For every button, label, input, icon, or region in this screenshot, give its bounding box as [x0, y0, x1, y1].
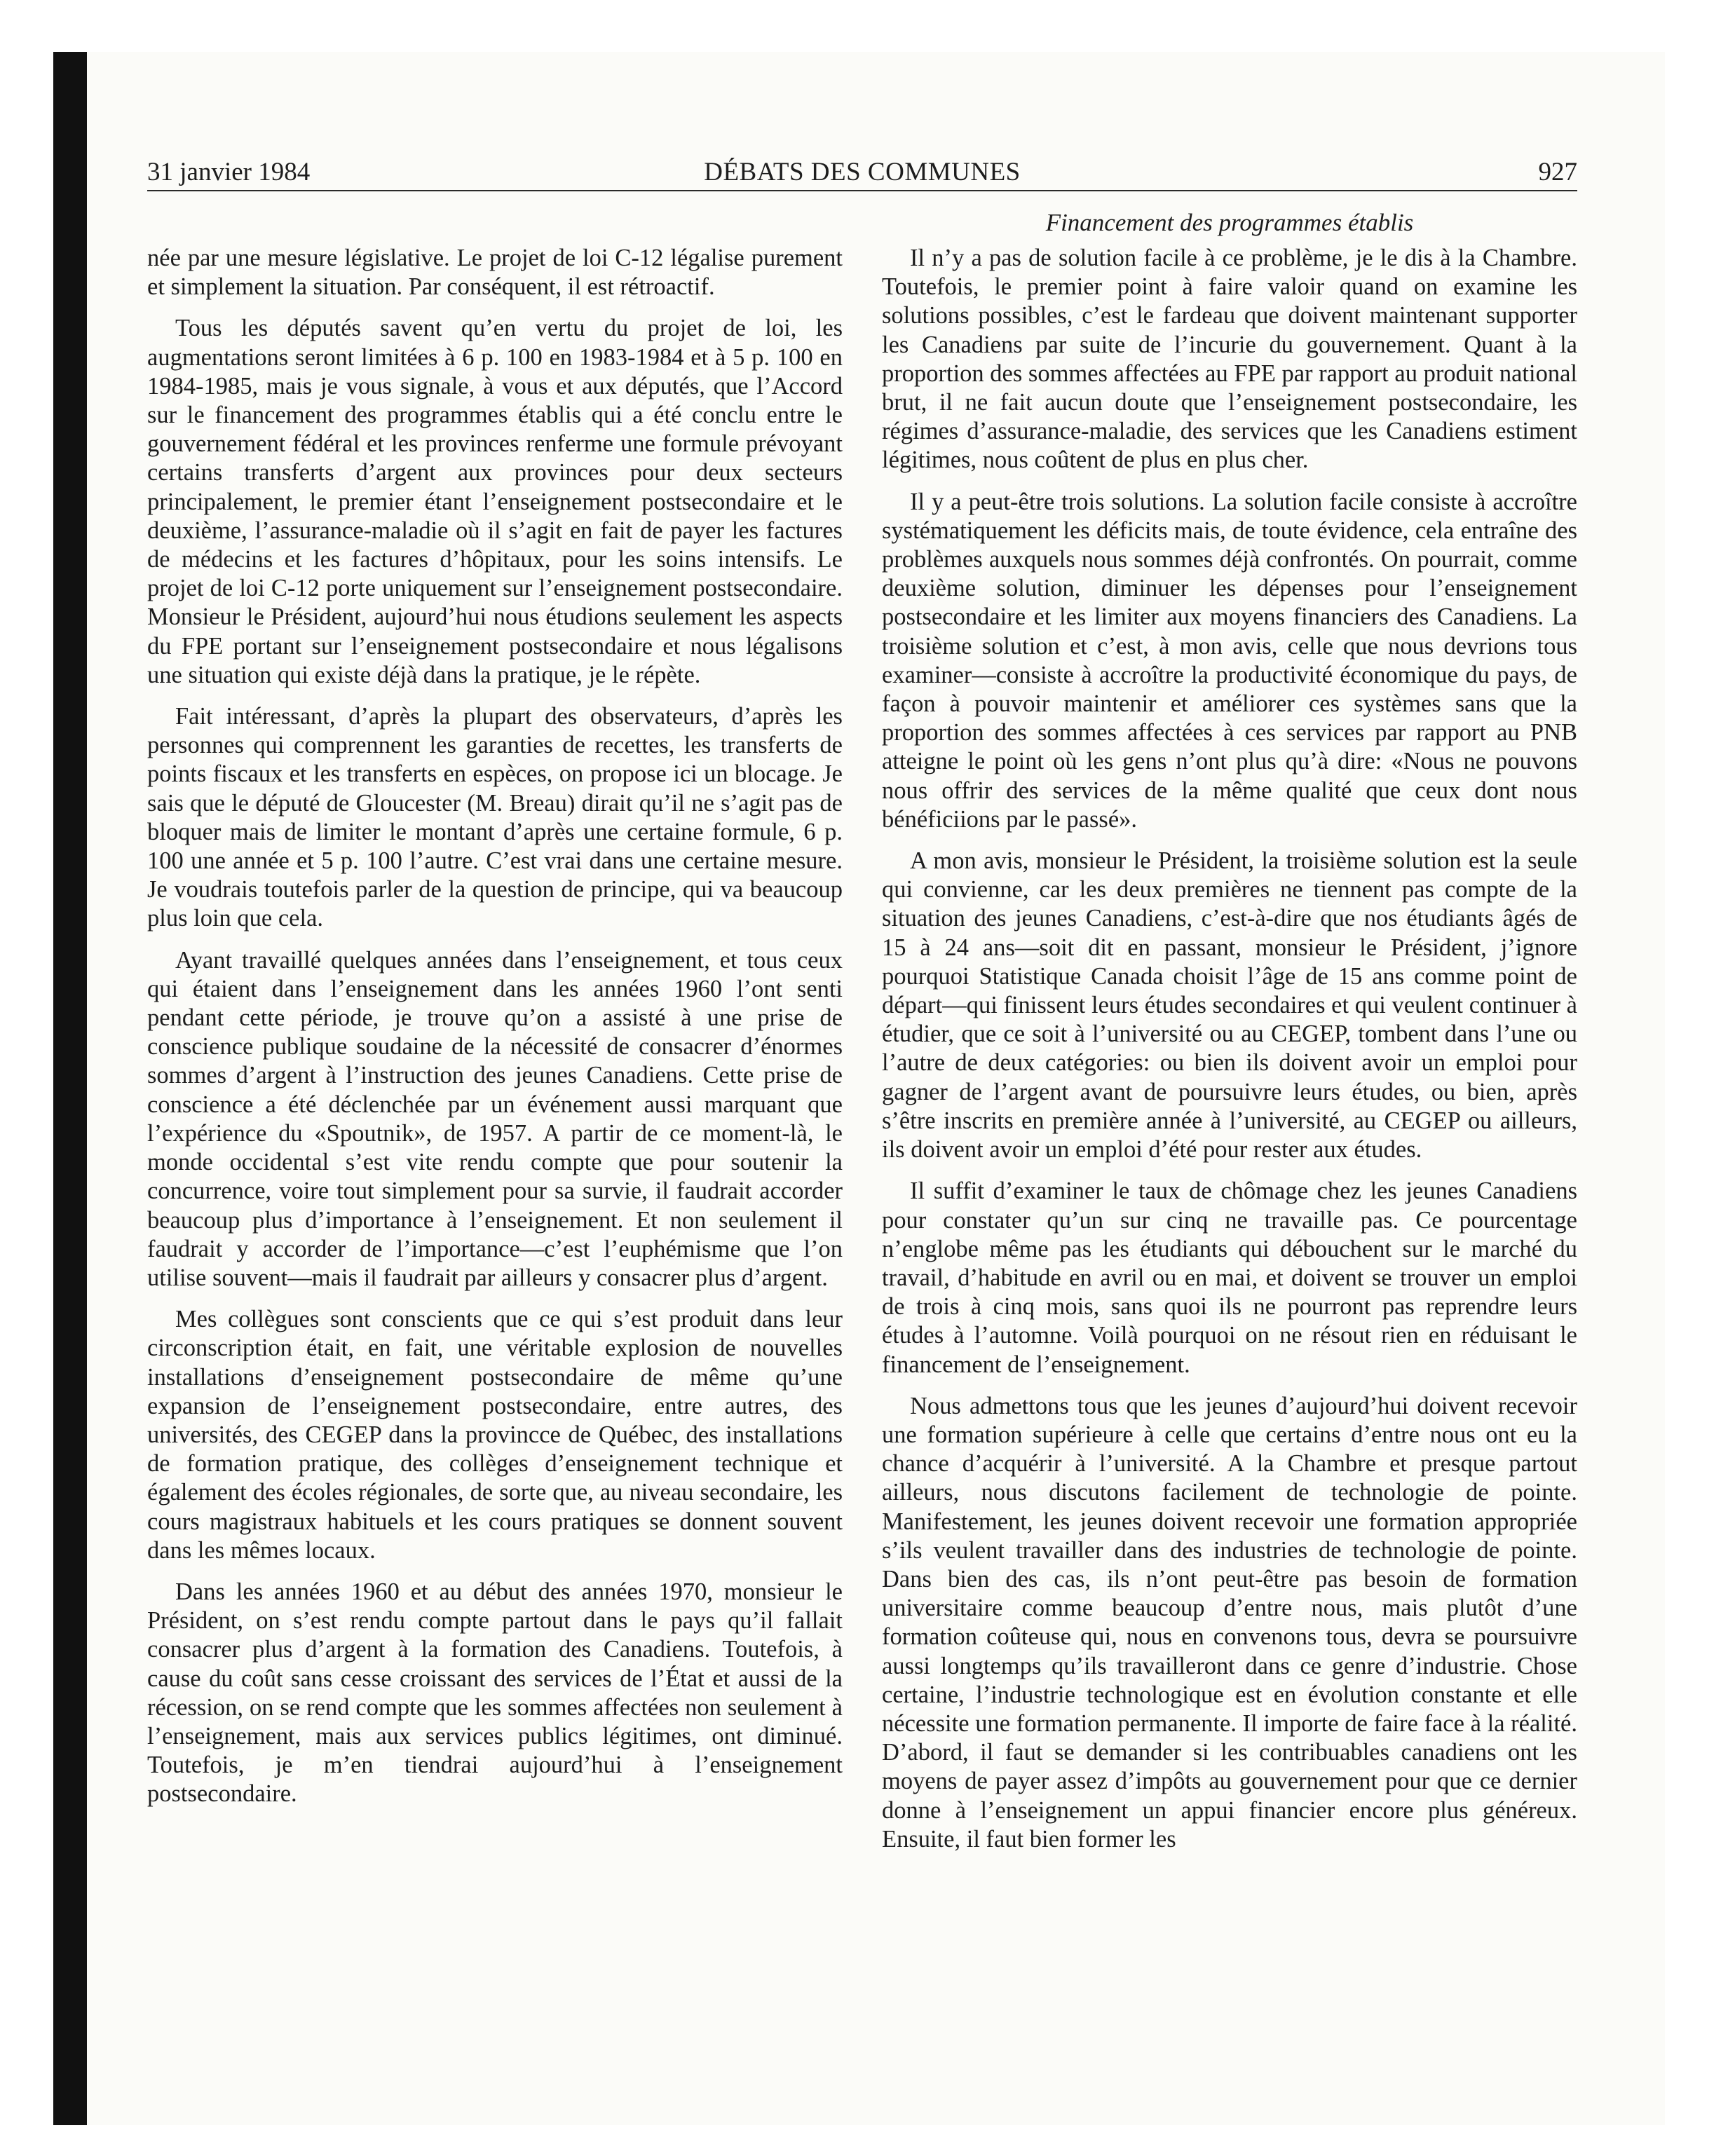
running-header [147, 156, 1577, 189]
paragraph: Mes collègues sont conscients que ce qui s’est produit dans leur circonscription était, en fait, une véritable explosion de nouvelles installations d’enseignement postsecondaire de même qu’une expansion de l’enseignement postsecondaire, entre autres, des universités, des CEGEP dans la provincce de Québec, des installations de formation pratique, des collèges d’enseignement technique et également des écoles régionales, de sorte que, au niveau secondaire, les cours magistraux habituels et les cours pratiques se donnent souvent dans les mêmes locaux. [147, 1306, 843, 1564]
left-column [147, 244, 843, 1822]
paragraph: Fait intéressant, d’après la plupart des observateurs, d’après les personnes qui comprennent les garanties de recettes, les transferts de points fiscaux et les transferts en espèces, on propose ici un blocage. Je sais que le député de Gloucester (M. Breau) dirait qu’il ne s’agit pas de bloquer mais de limiter le montant d’après une certaine formule, 6 p. 100 une année et 5 p. 100 l’autre. C’est vrai dans une certaine mesure. Je voudrais toutefois parler de la question de principe, qui va beaucoup plus loin que cela. [147, 703, 843, 932]
header-date: 31 janvier 1984 [147, 158, 311, 186]
section-title: Financement des programmes établis [1045, 209, 1414, 236]
paragraph: Tous les députés savent qu’en vertu du projet de loi, les augmentations seront limitées à 6 p. 100 en 1983-1984 et à 5 p. 100 en 1984-1985, mais je vous signale, à vous et aux députés, que l’Accord sur le financement des programmes établis qui a été conclu entre le gouvernement fédéral et les provinces renferme une formule prévoyant certains transferts d’argent aux provinces pour deux secteurs principalement, le premier étant l’enseignement postsecondaire et le deuxième, l’assurance-maladie où il s’agit en fait de payer les factures de médecins et les factures d’hôpitaux, pour les soins intensifs. Le projet de loi C-12 porte uniquement sur l’enseignement postsecondaire. Monsieur le Président, aujourd’hui nous étudions seulement les aspects du FPE portant sur l’enseignement postsecondaire et nous légalisons une situation qui existe déjà dans la pratique, je le répète. [147, 315, 843, 688]
paragraph: Il y a peut-être trois solutions. La solution facile consiste à accroître systématiquement les déficits mais, de toute évidence, cela entraîne des problèmes auxquels nous sommes déjà confrontés. On pourrait, comme deuxième solution, diminuer les dépenses pour l’enseignement postsecondaire et les limiter aux moyens financiers des Canadiens. La troisième solution et c’est, à mon avis, celle que nous devrions tous examiner—consiste à accroître la productivité économique du pays, de façon à pouvoir maintenir et améliorer ces systèmes sans que la proportion des sommes affectées à ces services par rapport au PNB atteigne le point où les gens n’ont plus qu’à dire: «Nous ne pouvons nous offrir des services de la même qualité que ceux dont nous bénéficiions par le passé». [882, 488, 1577, 833]
header-rule [147, 190, 1577, 191]
page-number: 927 [1538, 158, 1577, 186]
paragraph: Ayant travaillé quelques années dans l’enseignement, et tous ceux qui étaient dans l’enseignement dans les années 1960 l’ont senti pendant cette période, je trouve qu’on a assisté à une prise de conscience publique soudaine de la nécessité de consacrer d’énormes sommes d’argent à l’instruction des jeunes Canadiens. Cette prise de conscience a été déclenchée par un événement aussi marquant que l’expérience du «Spoutnik», de 1957. A partir de ce moment-là, le monde occidental s’est vite rendu compte que pour soutenir la concurrence, voire tout simplement pour sa survie, il faudrait accorder beaucoup plus d’importance à l’enseignement. Et non seulement il faudrait y accorder de l’importance—c’est l’euphémisme que l’on utilise souvent—mais il faudrait par ailleurs y consacrer plus d’argent. [147, 946, 843, 1291]
paragraph: Il n’y a pas de solution facile à ce problème, je le dis à la Chambre. Toutefois, le premier point à faire valoir quand on examine les solutions possibles, c’est le fardeau que doivent maintenant supporter les Canadiens par suite de l’incurie du gouvernement. Quant à la proportion des sommes affectées au FPE par rapport au produit national brut, il ne fait aucun doute que l’enseignement postsecondaire, les régimes d’assurance-maladie, des services que les Canadiens estiment légitimes, nous coûtent de plus en plus cher. [882, 245, 1577, 474]
right-column [882, 244, 1577, 1867]
paragraph: Il suffit d’examiner le taux de chômage chez les jeunes Canadiens pour constater qu’un sur cinq ne travaille pas. Ce pourcentage n’englobe même pas les étudiants qui débouchent sur le marché du travail, d’habitude en avril ou en mai, et doivent se trouver un emploi de trois à cinq mois, sans quoi ils ne pourront pas reprendre leurs études à l’automne. Voilà pourquoi on ne résout rien en réduisant le financement de l’enseignement. [882, 1178, 1577, 1378]
paragraph: Dans les années 1960 et au début des années 1970, monsieur le Président, on s’est rendu compte partout dans le pays qu’il fallait consacrer plus d’argent à la formation des Canadiens. Toutefois, à cause du coût sans cesse croissant des services de l’État et aussi de la récession, on se rend compte que les sommes affectées non seulement à l’enseignement, mais aux services publics légitimes, ont diminué. Toutefois, je m’en tiendrai aujourd’hui à l’enseignement postsecondaire. [147, 1578, 843, 1808]
header-title: DÉBATS DES COMMUNES [704, 158, 1021, 186]
scan-binding-edge [53, 52, 87, 2125]
paragraph: Nous admettons tous que les jeunes d’aujourd’hui doivent recevoir une formation supérieure à celle que certains d’entre nous ont eu la chance d’acquérir à l’université. A la Chambre et presque partout ailleurs, nous discutons facilement de technologie de pointe. Manifestement, les jeunes doivent recevoir une formation appropriée s’ils veulent travailler dans des industries de technologie de pointe. Dans bien des cas, ils n’ont peut-être pas besoin de formation universitaire comme beaucoup d’entre nous, mais plutôt d’une formation coûteuse qui, nous en convenons tous, devra se poursuivre aussi longtemps qu’ils travailleront dans ce genre d’industrie. Chose certaine, l’industrie technologique est en évolution constante et elle nécessite une formation permanente. Il importe de faire face à la réalité. D’abord, il faut se demander si les contribuables canadiens ont les moyens de payer assez d’impôts au gouvernement pour que ce dernier donne à l’enseignement un appui financier encore plus généreux. Ensuite, il faut bien former les [882, 1392, 1577, 1853]
paragraph: A mon avis, monsieur le Président, la troisième solution est la seule qui convienne, car les deux premières ne tiennent pas compte de la situation des jeunes Canadiens, c’est-à-dire que nos étudiants âgés de 15 à 24 ans—soit dit en passant, monsieur le Président, j’ignore pourquoi Statistique Canada choisit l’âge de 15 ans comme point de départ—qui finissent leurs études secondaires et qui veulent continuer à étudier, que ce soit à l’université ou au CEGEP, tombent dans l’une ou l’autre de deux catégories: ou bien ils doivent avoir un emploi pour gagner de l’argent avant de poursuivre leurs études, ou bien, après s’être inscrits en première année à l’université, au CEGEP ou ailleurs, ils doivent avoir un emploi d’été pour rester aux études. [882, 847, 1577, 1164]
paragraph: née par une mesure législative. Le projet de loi C-12 légalise purement et simplement la situation. Par conséquent, il est rétroactif. [147, 245, 843, 301]
scan-margin [53, 0, 1735, 53]
